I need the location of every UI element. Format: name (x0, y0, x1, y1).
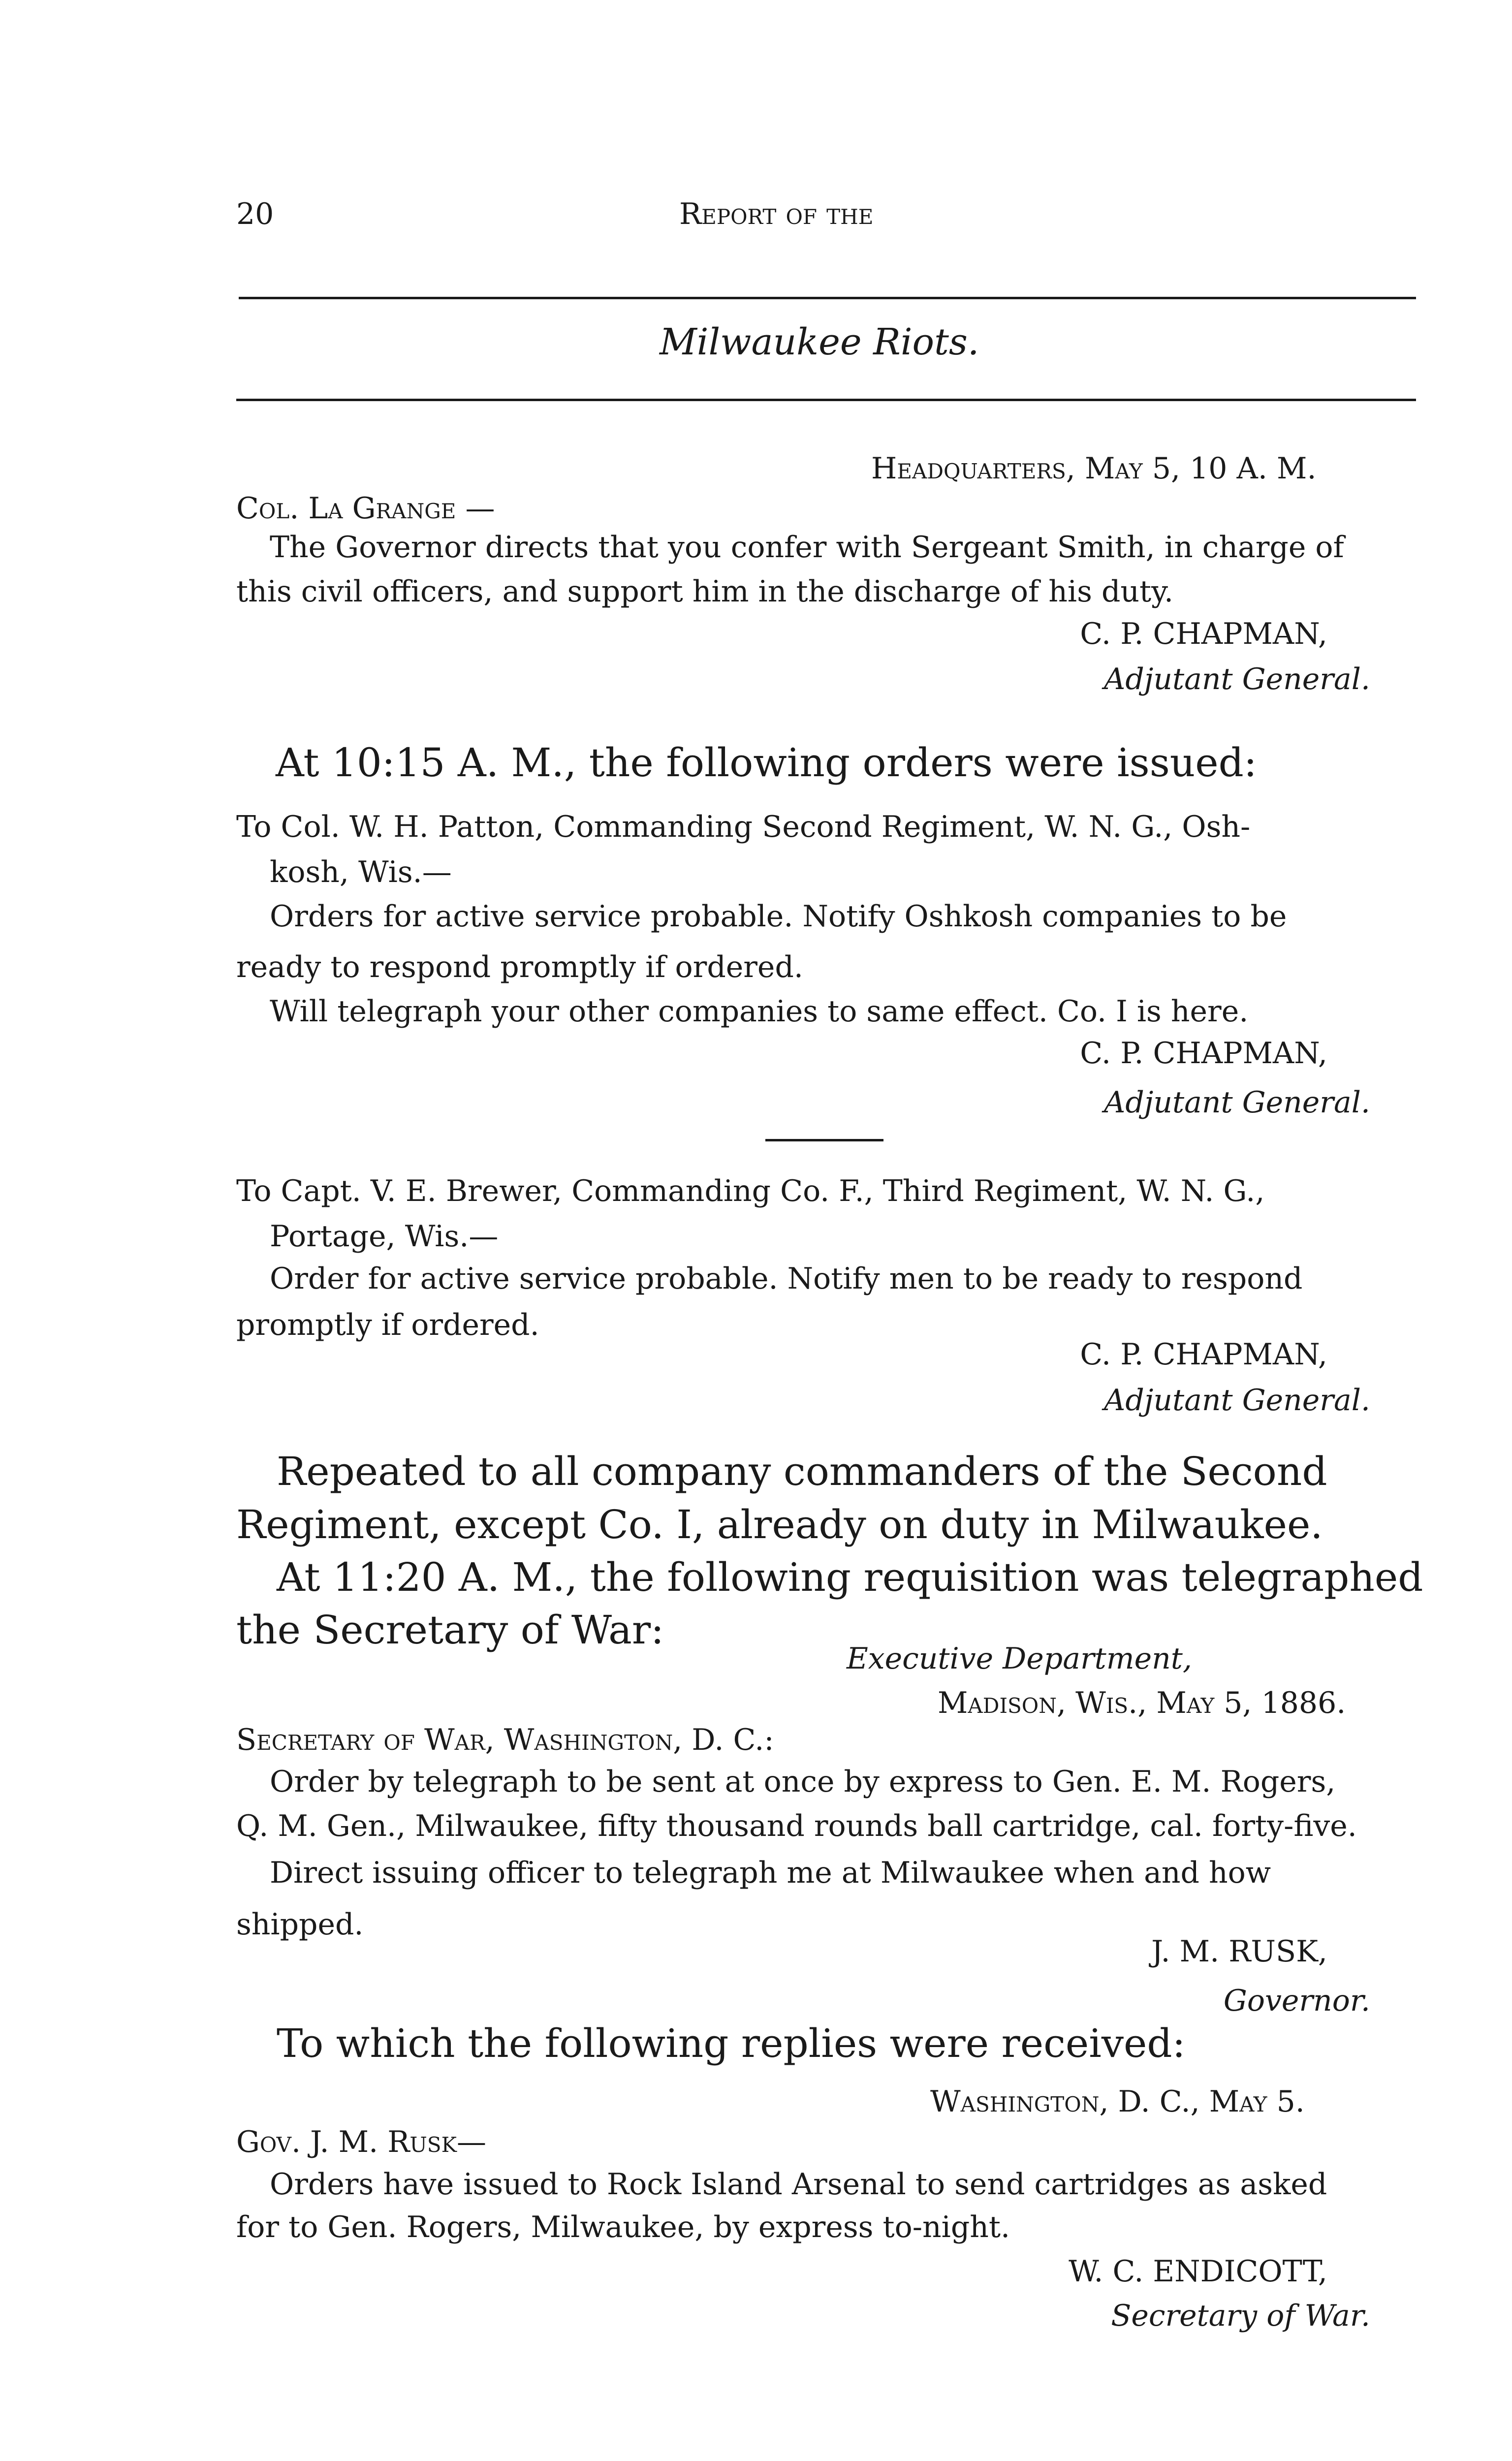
body-line: ready to respond promptly if ordered. (236, 950, 803, 984)
signature-title: Secretary of War. (1111, 2299, 1370, 2333)
signature-title: Governor. (1223, 1984, 1370, 2018)
body-line: Orders for active service probable. Notify Oshkosh companies to be (270, 899, 1287, 934)
header-rule-top (239, 297, 1416, 299)
addressee: Gov. J. M. Rusk— (236, 2125, 486, 2159)
signature-name: C. P. CHAPMAN, (1080, 617, 1327, 651)
signature-title: Adjutant General. (1104, 662, 1370, 696)
body-line: To Col. W. H. Patton, Commanding Second Regiment, W. N. G., Osh- (236, 810, 1251, 844)
narrative-line: the Secretary of War: (236, 1607, 664, 1653)
running-title: Report of the (679, 197, 874, 231)
department-line: Executive Department, (847, 1641, 1192, 1676)
body-line: The Governor directs that you confer with Sergeant Smith, in charge of (270, 530, 1344, 565)
body-line: shipped. (236, 1907, 364, 1942)
body-line: Direct issuing officer to telegraph me at Milwaukee when and how (270, 1856, 1271, 1890)
body-line: Q. M. Gen., Milwaukee, fifty thousand rounds ball cartridge, cal. forty-five. (236, 1809, 1357, 1843)
body-line: for to Gen. Rogers, Milwaukee, by express to-night. (236, 2210, 1010, 2244)
dateline: Madison, Wis., May 5, 1886. (938, 1686, 1346, 1720)
addressee: Secretary of War, Washington, D. C.: (236, 1723, 774, 1757)
body-line: Will telegraph your other companies to same effect. Co. I is here. (270, 994, 1249, 1029)
narrative-line: At 10:15 A. M., the following orders were issued: (276, 740, 1257, 786)
dateline: Washington, D. C., May 5. (930, 2084, 1305, 2119)
page-number: 20 (236, 197, 274, 231)
narrative-line: To which the following replies were received: (277, 2020, 1186, 2066)
separator-rule (765, 1139, 883, 1141)
signature-name: J. M. RUSK, (1151, 1934, 1327, 1969)
signature-name: W. C. ENDICOTT, (1069, 2254, 1327, 2289)
signature-name: C. P. CHAPMAN, (1080, 1036, 1327, 1071)
body-line: Order by telegraph to be sent at once by express to Gen. E. M. Rogers, (270, 1765, 1336, 1799)
narrative-line: Repeated to all company commanders of the Second (277, 1449, 1327, 1494)
signature-name: C. P. CHAPMAN, (1080, 1337, 1327, 1372)
addressee: Col. La Grange — (236, 491, 495, 526)
body-line: Order for active service probable. Notify men to be ready to respond (270, 1262, 1303, 1296)
body-line: promptly if ordered. (236, 1308, 539, 1342)
body-line: Portage, Wis.— (270, 1219, 499, 1254)
body-line: this civil officers, and support him in the discharge of his duty. (236, 574, 1174, 609)
dateline: Headquarters, May 5, 10 A. M. (871, 451, 1317, 486)
section-title: Milwaukee Riots. (660, 321, 979, 363)
signature-title: Adjutant General. (1104, 1085, 1370, 1120)
body-line: To Capt. V. E. Brewer, Commanding Co. F., Third Regiment, W. N. G., (236, 1174, 1265, 1208)
narrative-line: At 11:20 A. M., the following requisition was telegraphed (277, 1554, 1423, 1600)
narrative-line: Regiment, except Co. I, already on duty in Milwaukee. (236, 1502, 1323, 1547)
body-line: Orders have issued to Rock Island Arsenal to send cartridges as asked (270, 2167, 1327, 2202)
signature-title: Adjutant General. (1104, 1383, 1370, 1418)
header-rule-bottom (236, 399, 1416, 401)
body-line: kosh, Wis.— (270, 855, 452, 889)
